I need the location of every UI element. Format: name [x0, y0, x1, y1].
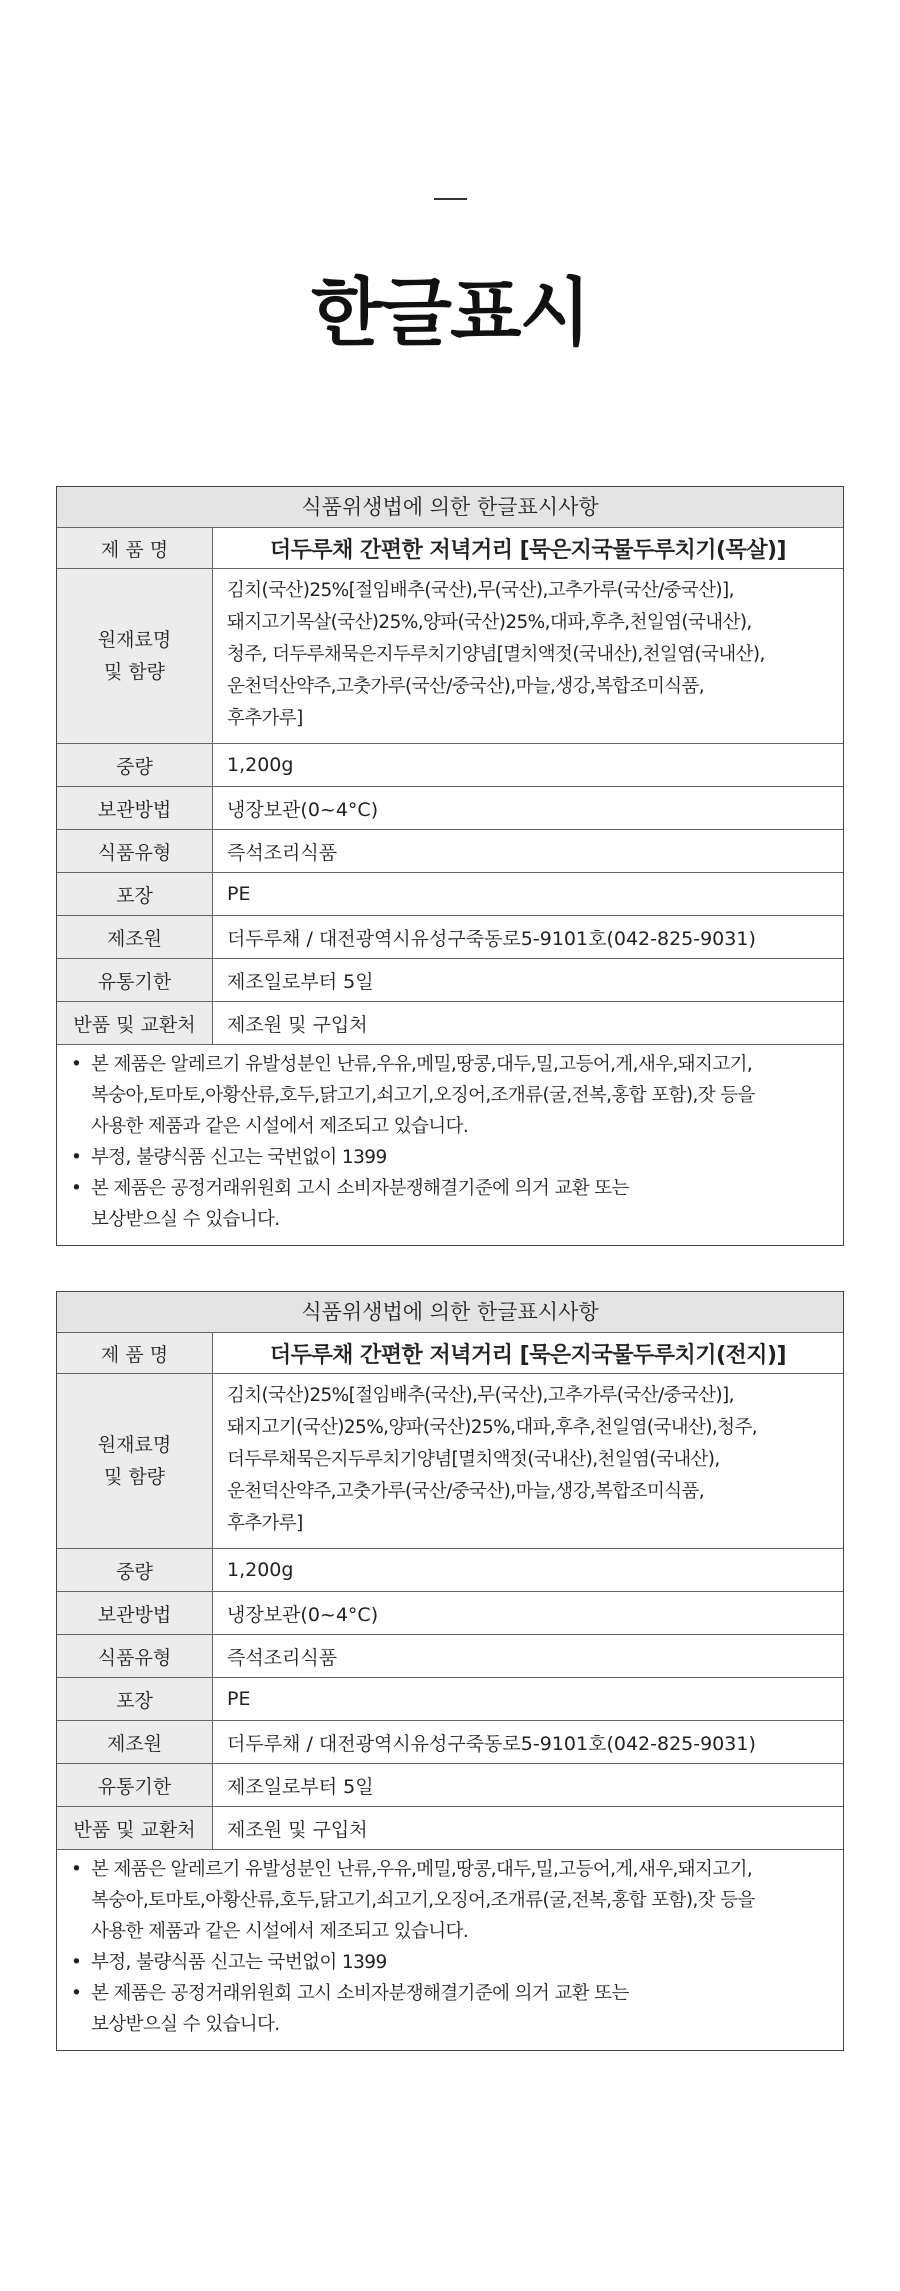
row-value: PE	[227, 883, 251, 905]
bullet: •	[71, 1952, 82, 1973]
row-value: 냉장보관(0~4°C)	[227, 1603, 379, 1626]
row-value: 1,200g	[227, 1559, 294, 1581]
row-value: 제조일로부터 5일	[227, 1775, 374, 1798]
bullet: •	[71, 1147, 82, 1168]
row-value: 제조원 및 구입처	[227, 1818, 368, 1841]
row-key: 제 품 명	[57, 1333, 213, 1373]
row-manufacturer	[57, 1721, 843, 1764]
row-key: 반품 및 교환처	[57, 1002, 213, 1044]
row-returns	[57, 1002, 843, 1045]
ingredient-line: 돼지고기목살(국산)25%,양파(국산)25%,대파,후추,천일염(국내산),	[227, 612, 752, 633]
row-product-name	[57, 1333, 843, 1374]
note-item	[71, 1854, 837, 1947]
ingredient-line: 운천덕산약주,고춧가루(국산/중국산),마늘,생강,복합조미식품,	[227, 676, 705, 697]
ingredients-value	[213, 569, 843, 743]
row-key: 유통기한	[57, 959, 213, 1001]
note-item	[71, 1142, 837, 1173]
note-line: 본 제품은 공정거래위원회 고시 소비자분쟁해결기준에 의거 교환 또는	[91, 1983, 629, 2004]
row-key	[57, 1374, 213, 1548]
ingredient-line: 돼지고기(국산)25%,양파(국산)25%,대파,후추,천일염(국내산),청주,	[227, 1417, 757, 1438]
row-key: 반품 및 교환처	[57, 1807, 213, 1849]
note-line: 사용한 제품과 같은 시설에서 제조되고 있습니다.	[91, 1921, 469, 1942]
row-key: 보관방법	[57, 1592, 213, 1634]
ingredient-line: 청주, 더두루채묵은지두루치기양념[멸치액젓(국내산),천일염(국내산),	[227, 644, 765, 665]
row-key: 중량	[57, 1549, 213, 1591]
bullet: •	[71, 1859, 82, 1880]
row-value: 즉석조리식품	[227, 841, 338, 864]
note-line: 사용한 제품과 같은 시설에서 제조되고 있습니다.	[91, 1116, 469, 1137]
row-packaging	[57, 873, 843, 916]
row-key: 중량	[57, 744, 213, 786]
row-key: 식품유형	[57, 830, 213, 872]
note-line: 부정, 불량식품 신고는 국번없이 1399	[91, 1147, 387, 1168]
note-line: 부정, 불량식품 신고는 국번없이 1399	[91, 1952, 387, 1973]
row-product-name	[57, 528, 843, 569]
table-caption: 식품위생법에 의한 한글표시사항	[57, 487, 843, 528]
label-table-moksal	[56, 486, 844, 1246]
row-value: 제조원 및 구입처	[227, 1013, 368, 1036]
row-value: 1,200g	[227, 754, 294, 776]
notes-section	[57, 1850, 843, 2050]
row-manufacturer	[57, 916, 843, 959]
row-key: 유통기한	[57, 1764, 213, 1806]
row-returns	[57, 1807, 843, 1850]
row-key: 제 품 명	[57, 528, 213, 568]
note-line: 보상받으실 수 있습니다.	[91, 2014, 280, 2035]
row-value: 더두루채 / 대전광역시유성구죽동로5-9101호(042-825-9031)	[227, 927, 756, 950]
row-value: 제조일로부터 5일	[227, 970, 374, 993]
ingredient-line: 더두루채묵은지두루치기양념[멸치액젓(국내산),천일염(국내산),	[227, 1449, 720, 1470]
ingredients-key-line: 원재료명	[97, 1434, 172, 1456]
row-food-type	[57, 830, 843, 873]
row-key: 제조원	[57, 1721, 213, 1763]
row-ingredients	[57, 1374, 843, 1549]
bullet: •	[71, 1178, 82, 1199]
ingredient-line: 후추가루]	[227, 708, 303, 729]
label-table-jeonji	[56, 1291, 844, 2051]
note-item	[71, 1173, 837, 1235]
ingredient-line: 운천덕산약주,고춧가루(국산/중국산),마늘,생강,복합조미식품,	[227, 1481, 705, 1502]
row-key: 보관방법	[57, 787, 213, 829]
row-expiry	[57, 1764, 843, 1807]
product-name-value: 더두루채 간편한 저녁거리 [묵은지국물두루치기(전지)]	[269, 1342, 787, 1368]
note-item	[71, 1978, 837, 2040]
row-storage	[57, 1592, 843, 1635]
row-value: PE	[227, 1688, 251, 1710]
ingredient-line: 김치(국산)25%[절임배추(국산),무(국산),고추가루(국산/중국산)],	[227, 580, 734, 601]
note-line: 본 제품은 알레르기 유발성분인 난류,우유,메밀,땅콩,대두,밀,고등어,게,새우,돼지고기,	[91, 1859, 753, 1880]
ingredient-line: 후추가루]	[227, 1513, 303, 1534]
row-storage	[57, 787, 843, 830]
note-line: 보상받으실 수 있습니다.	[91, 1209, 280, 1230]
ingredients-value	[213, 1374, 843, 1548]
row-key: 식품유형	[57, 1635, 213, 1677]
ingredients-key-line: 및 함량	[103, 1466, 166, 1488]
note-line: 본 제품은 공정거래위원회 고시 소비자분쟁해결기준에 의거 교환 또는	[91, 1178, 629, 1199]
row-value: 더두루채 / 대전광역시유성구죽동로5-9101호(042-825-9031)	[227, 1732, 756, 1755]
row-value: 냉장보관(0~4°C)	[227, 798, 379, 821]
page-title: 한글표시	[311, 270, 589, 356]
note-line: 복숭아,토마토,아황산류,호두,닭고기,쇠고기,오징어,조개류(굴,전복,홍합 포함),잣 등을	[91, 1085, 755, 1106]
product-name-value: 더두루채 간편한 저녁거리 [묵은지국물두루치기(목살)]	[269, 537, 787, 563]
row-key	[57, 569, 213, 743]
bullet: •	[71, 1983, 82, 2004]
row-key: 포장	[57, 873, 213, 915]
row-expiry	[57, 959, 843, 1002]
row-key: 포장	[57, 1678, 213, 1720]
bullet: •	[71, 1054, 82, 1075]
notes-section	[57, 1045, 843, 1245]
table-caption: 식품위생법에 의한 한글표시사항	[57, 1292, 843, 1333]
row-value: 즉석조리식품	[227, 1646, 338, 1669]
row-packaging	[57, 1678, 843, 1721]
ingredients-key-line: 원재료명	[97, 629, 172, 651]
row-ingredients	[57, 569, 843, 744]
row-food-type	[57, 1635, 843, 1678]
row-weight	[57, 744, 843, 787]
page-header	[0, 0, 900, 486]
note-line: 복숭아,토마토,아황산류,호두,닭고기,쇠고기,오징어,조개류(굴,전복,홍합 포함),잣 등을	[91, 1890, 755, 1911]
row-weight	[57, 1549, 843, 1592]
ingredients-key-line: 및 함량	[103, 661, 166, 683]
title-dash-decoration	[434, 198, 467, 200]
ingredient-line: 김치(국산)25%[절임배추(국산),무(국산),고추가루(국산/중국산)],	[227, 1385, 734, 1406]
note-line: 본 제품은 알레르기 유발성분인 난류,우유,메밀,땅콩,대두,밀,고등어,게,새우,돼지고기,	[91, 1054, 753, 1075]
note-item	[71, 1947, 837, 1978]
row-key: 제조원	[57, 916, 213, 958]
note-item	[71, 1049, 837, 1142]
